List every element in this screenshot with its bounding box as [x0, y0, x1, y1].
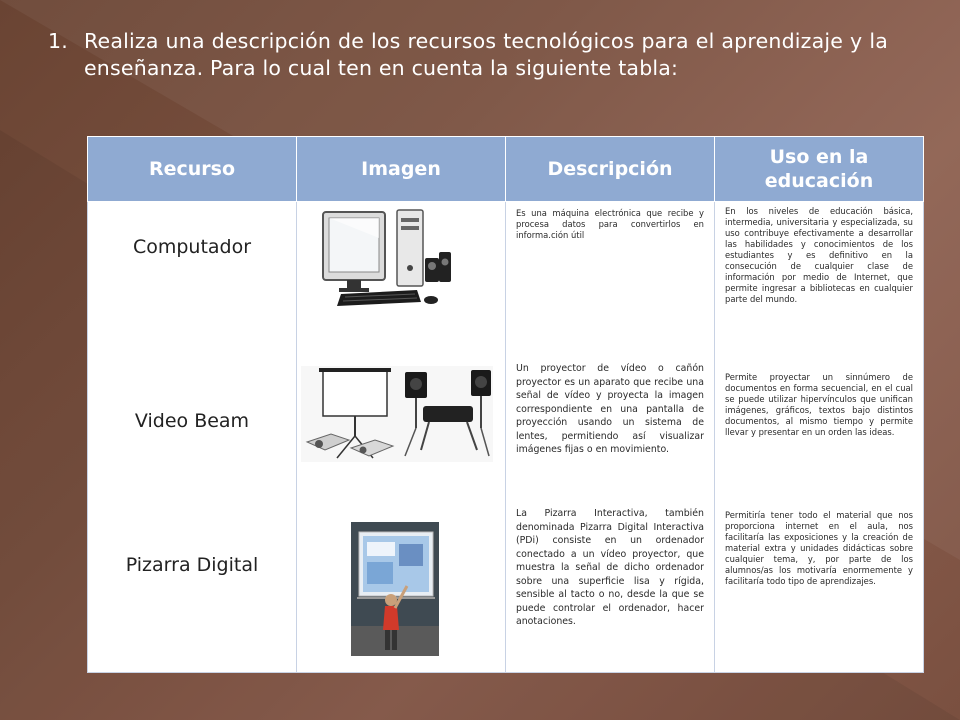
uso-cell: [715, 202, 924, 673]
digital-whiteboard-image: [351, 522, 439, 656]
projector-image: [301, 366, 493, 462]
recurso-computador: Computador: [132, 236, 252, 258]
uso-pizarra-digital: Permitiría tener todo el material que nos proporciona internet en el aula, nos facilitaría las exposiciones y la creación de material extra y unidades didácticas sobre cualquier tema, y, por parte de los alumnos/as los motivaría enormemente y facilitaría todo tipo de aprendizajes.: [725, 510, 913, 586]
uso-video-beam: Permite proyectar un sinnúmero de documentos en forma secuencial, en el cual se puede utilizar hipervínculos que unifican imágenes, gráficos, textos bajo distintos documentos, al mismo tiempo y permite llevar y presentar en un orden las ideas.: [725, 372, 913, 437]
table-header-row: [88, 137, 924, 202]
header-recurso: Recurso: [88, 137, 297, 202]
computer-image: [321, 208, 453, 312]
header-uso: Uso en la educación: [715, 137, 924, 202]
heading-item-number: 1.: [48, 29, 68, 53]
recurso-pizarra-digital: Pizarra Digital: [125, 554, 259, 576]
header-descripcion: Descripción: [506, 137, 715, 202]
recurso-video-beam: Video Beam: [134, 410, 250, 432]
descripcion-cell: [506, 202, 715, 673]
heading-text: Realiza una descripción de los recursos tecnológicos para el aprendizaje y la enseñanza. Para lo cual ten en cuenta la siguiente tabla:: [84, 29, 888, 80]
descripcion-computador: Es una máquina electrónica que recibe y procesa datos para convertirlos en informa.ción útil: [516, 208, 704, 240]
header-imagen: Imagen: [297, 137, 506, 202]
table-body-row: [88, 202, 924, 673]
recurso-cell: [88, 202, 297, 673]
descripcion-video-beam: Un proyector de vídeo o cañón proyector es un aparato que recibe una señal de vídeo y proyecta la imagen correspondiente en una pantalla de proyección usando un sistema de lentes, permitiendo así visualizar imágenes fijas o en movimiento.: [516, 363, 704, 455]
descripcion-pizarra-digital: La Pizarra Interactiva, también denominada Pizarra Digital Interactiva (PDi) consiste en un ordenador conectado a un vídeo proyector, que muestra la señal de dicho ordenador sobre una superficie lisa y rígida, sensible al tacto o no, desde la que se puede controlar el ordenador, hacer anotaciones.: [516, 508, 704, 627]
slide-heading: [48, 28, 888, 82]
resources-table: [87, 136, 924, 673]
uso-computador: En los niveles de educación básica, intermedia, universitaria y especializada, su uso contribuye efectivamente a desarrollar las habilidades y conocimientos de los estudiantes y es definitivo en la consecución de cualquier clase de información por medio de Internet, que permite ingresar a bibliotecas en cualquier parte del mundo.: [725, 206, 913, 304]
imagen-cell: [297, 202, 506, 673]
